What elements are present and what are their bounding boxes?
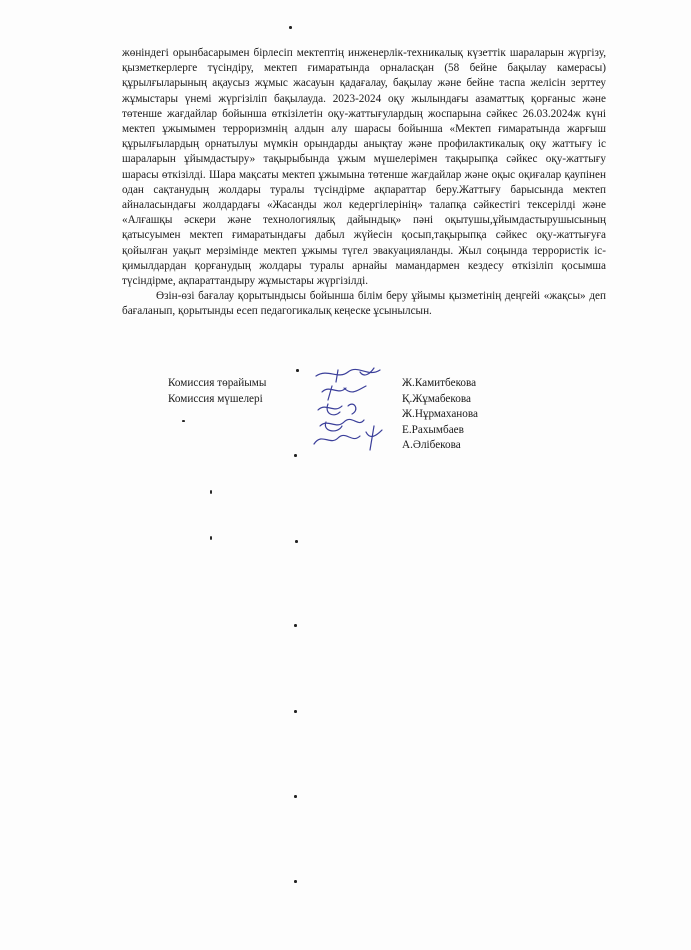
scan-speck [296, 369, 299, 372]
scan-speck [182, 420, 185, 422]
signature-labels [168, 376, 266, 407]
paragraph-conclusion: Өзін-өзі бағалау қорытындысы бойынша білім беру ұйымы қызметінің деңгейі «жақсы» деп бағаланып, қорытынды есеп педагогикалық кеңеске ұсынылсын. [122, 290, 606, 318]
signer-name: Қ.Жұмабекова [402, 392, 471, 405]
commission-members-label: Комиссия мүшелері [168, 392, 263, 405]
signer-name: Ж.Нұрмаханова [402, 408, 478, 420]
scan-speck [295, 540, 298, 543]
signature-block [168, 376, 568, 466]
scan-speck [289, 26, 292, 29]
scan-speck [294, 880, 297, 883]
scan-speck [210, 536, 212, 540]
signer-name: Ж.Камитбекова [402, 377, 477, 389]
scan-speck [294, 795, 297, 798]
paragraph-main: жөніндегі орынбасарымен бірлесіп мектептің инженерлік-техникалық күзеттік шараларын жүргізу, қызметкерлерге түсіндіру, мектеп ғимаратында орналасқан (58 бейне бақылау камерасы) құрылғыларының ақаусыз жұмыс жасауын қадағалау, бақылау және бейне таспа желісін зерттеу жұмыстары үнемі жүргізіліп бақылауда. 2023-2024 оқу жылындағы азаматтық қорғаныс және төтенше жағдайлар бойынша өткізілетін оқу-жаттығулардың жоспарына сәйкес 26.03.2024ж күні мектеп ұжымымен терроризмнің алдын алу шарасы бойынша «Мектеп ғимаратында жарғыш құрылғылардың орнатылуы мүмкін орындарды анықтау және профилактикалық оқу жаттығу іс шараларын ұйымдастыру» тақырыбында ұжым мүшелерімен тақырыпқа сәйкес оқу-жаттығу шарасы өткізілді. Шара мақсаты мектеп ұжымына төтенше жағдайлар және оқыс оқиғалар қаупінен одан сақтанудың жолдары туралы түсіндірме ақпараттар беру.Жаттығу барысында мектеп айналасындағы жолдардағы «Жасанды жол кедергілерінің» талапқа сәйкестігі тексерілді және «Алғашқы әскери және технологиялық дайындық» пәні оқытушы,ұйымдастырушысының қатысуымен мектеп ғимаратындағы дабыл жүйесін қосып,тақырыпқа сәйкес оқу-жаттығуға қойылған уақыт мерзімінде мектеп ұжымы түгел эвакуацияланды. Жыл соңында террористік іс-қимылдардан қорғанудың жолдары туралы арнайы мамандармен кездесу өткізіліп қосымша түсіндірме, ақпараттандыру жұмыстары жүргізілді. [122, 47, 606, 288]
scan-speck [294, 454, 297, 457]
scan-speck [294, 710, 297, 713]
handwritten-signatures-icon [308, 366, 408, 456]
signature-names [402, 376, 478, 454]
commission-chair-label: Комиссия төрайымы [168, 377, 267, 389]
signer-name: Е.Рахымбаев [402, 423, 464, 436]
document-body [122, 46, 606, 320]
scan-speck [294, 624, 297, 627]
signer-name: А.Әлібекова [402, 439, 461, 451]
scan-speck [210, 490, 212, 494]
